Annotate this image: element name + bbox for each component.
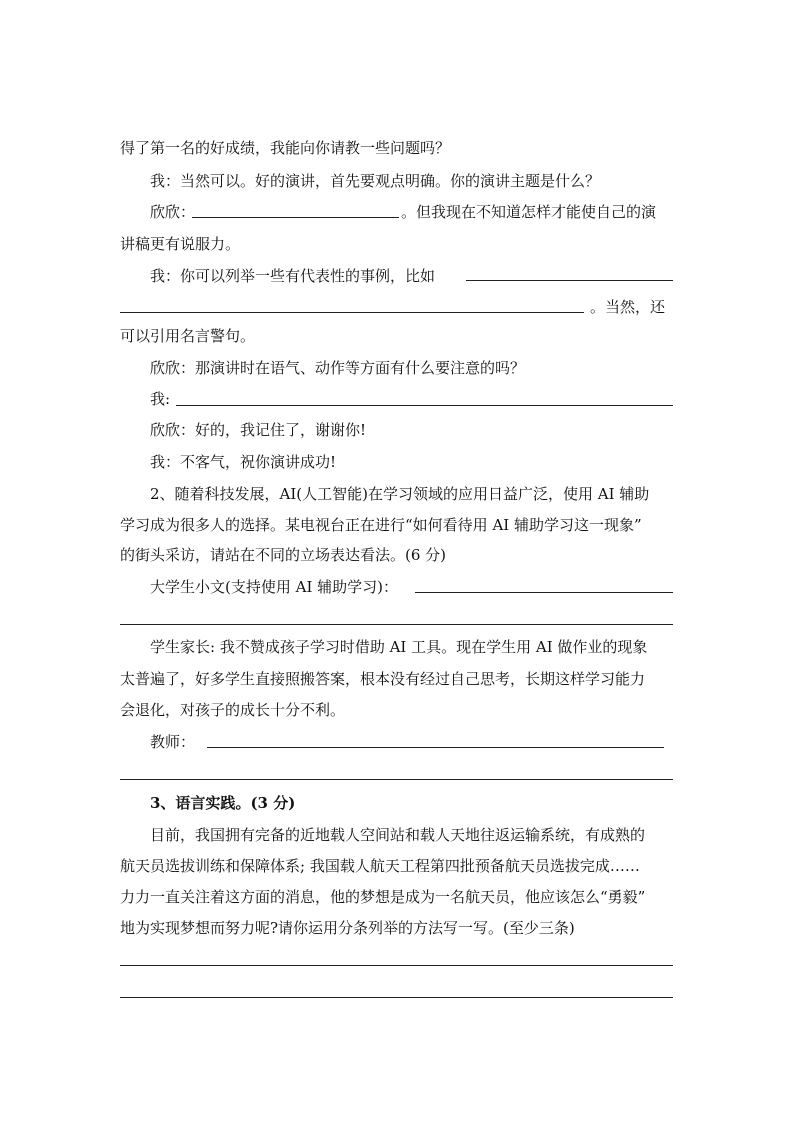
text-line: 我：你可以列举一些有代表性的事例，比如: [150, 267, 436, 285]
text-line: 学生家长: 我不赞成孩子学习时借助 AI 工具。现在学生用 AI 做作业的现象: [150, 638, 648, 656]
question-2-line: 的街头采访，请站在不同的立场表达看法。(6 分): [120, 546, 447, 564]
answer-blank[interactable]: [120, 312, 584, 313]
question-3-line: 航天员选拔训练和保障体系; 我国载人航天工程第四批预备航天员选拔完成……: [120, 857, 640, 875]
text-line: 会退化，对孩子的成长十分不利。: [120, 701, 346, 719]
answer-blank[interactable]: [415, 592, 673, 593]
answer-blank[interactable]: [120, 997, 673, 998]
answer-blank[interactable]: [120, 965, 673, 966]
question-3-line: 力力一直关注着这方面的消息，他的梦想是成为一名航天员，他应该怎么“勇毅”: [120, 888, 646, 906]
answer-blank[interactable]: [176, 405, 673, 406]
answer-blank[interactable]: [192, 217, 399, 218]
text-line: 我:: [150, 390, 171, 408]
answer-blank[interactable]: [120, 779, 673, 780]
text-line: 我：不客气，祝你演讲成功!: [150, 453, 337, 471]
question-2-line: 2、随着科技发展，AI(人工智能)在学习领域的应用日益广泛，使用 AI 辅助: [150, 485, 650, 503]
text-line: 太普遍了，好多学生直接照搬答案，根本没有经过自己思考，长期这样学习能力: [120, 670, 646, 688]
text-line: 我：当然可以。好的演讲，首先要观点明确。你的演讲主题是什么？: [150, 172, 601, 190]
text-line: 得了第一名的好成绩，我能向你请教一些问题吗？: [120, 139, 451, 157]
answer-blank[interactable]: [207, 747, 664, 748]
text-line: 教师：: [150, 733, 196, 751]
text-line: 欣欣：那演讲时在语气、动作等方面有什么要注意的吗？: [150, 359, 526, 377]
text-line: 可以引用名言警句。: [120, 327, 256, 345]
text-line: 。当然，还: [590, 298, 666, 316]
text-line: 欣欣：: [150, 203, 196, 221]
text-line: 大学生小文(支持使用 AI 辅助学习)：: [150, 578, 398, 596]
text-line: 。但我现在不知道怎样才能使自己的演: [401, 203, 657, 221]
text-line: 讲稿更有说服力。: [120, 235, 241, 253]
text-line: 欣欣：好的，我记住了，谢谢你!: [150, 421, 367, 439]
question-3-line: 地为实现梦想而努力呢?请你运用分条列举的方法写一写。(至少三条): [120, 919, 575, 937]
answer-blank[interactable]: [466, 280, 673, 281]
question-2-line: 学习成为很多人的选择。某电视台正在进行“如何看待用 AI 辅助学习这一现象”: [120, 516, 642, 534]
question-3-heading: 3、语言实践。(3 分): [150, 794, 296, 812]
answer-blank[interactable]: [120, 624, 673, 625]
question-3-line: 目前，我国拥有完备的近地载人空间站和载人天地往返运输系统，有成熟的: [150, 826, 646, 844]
